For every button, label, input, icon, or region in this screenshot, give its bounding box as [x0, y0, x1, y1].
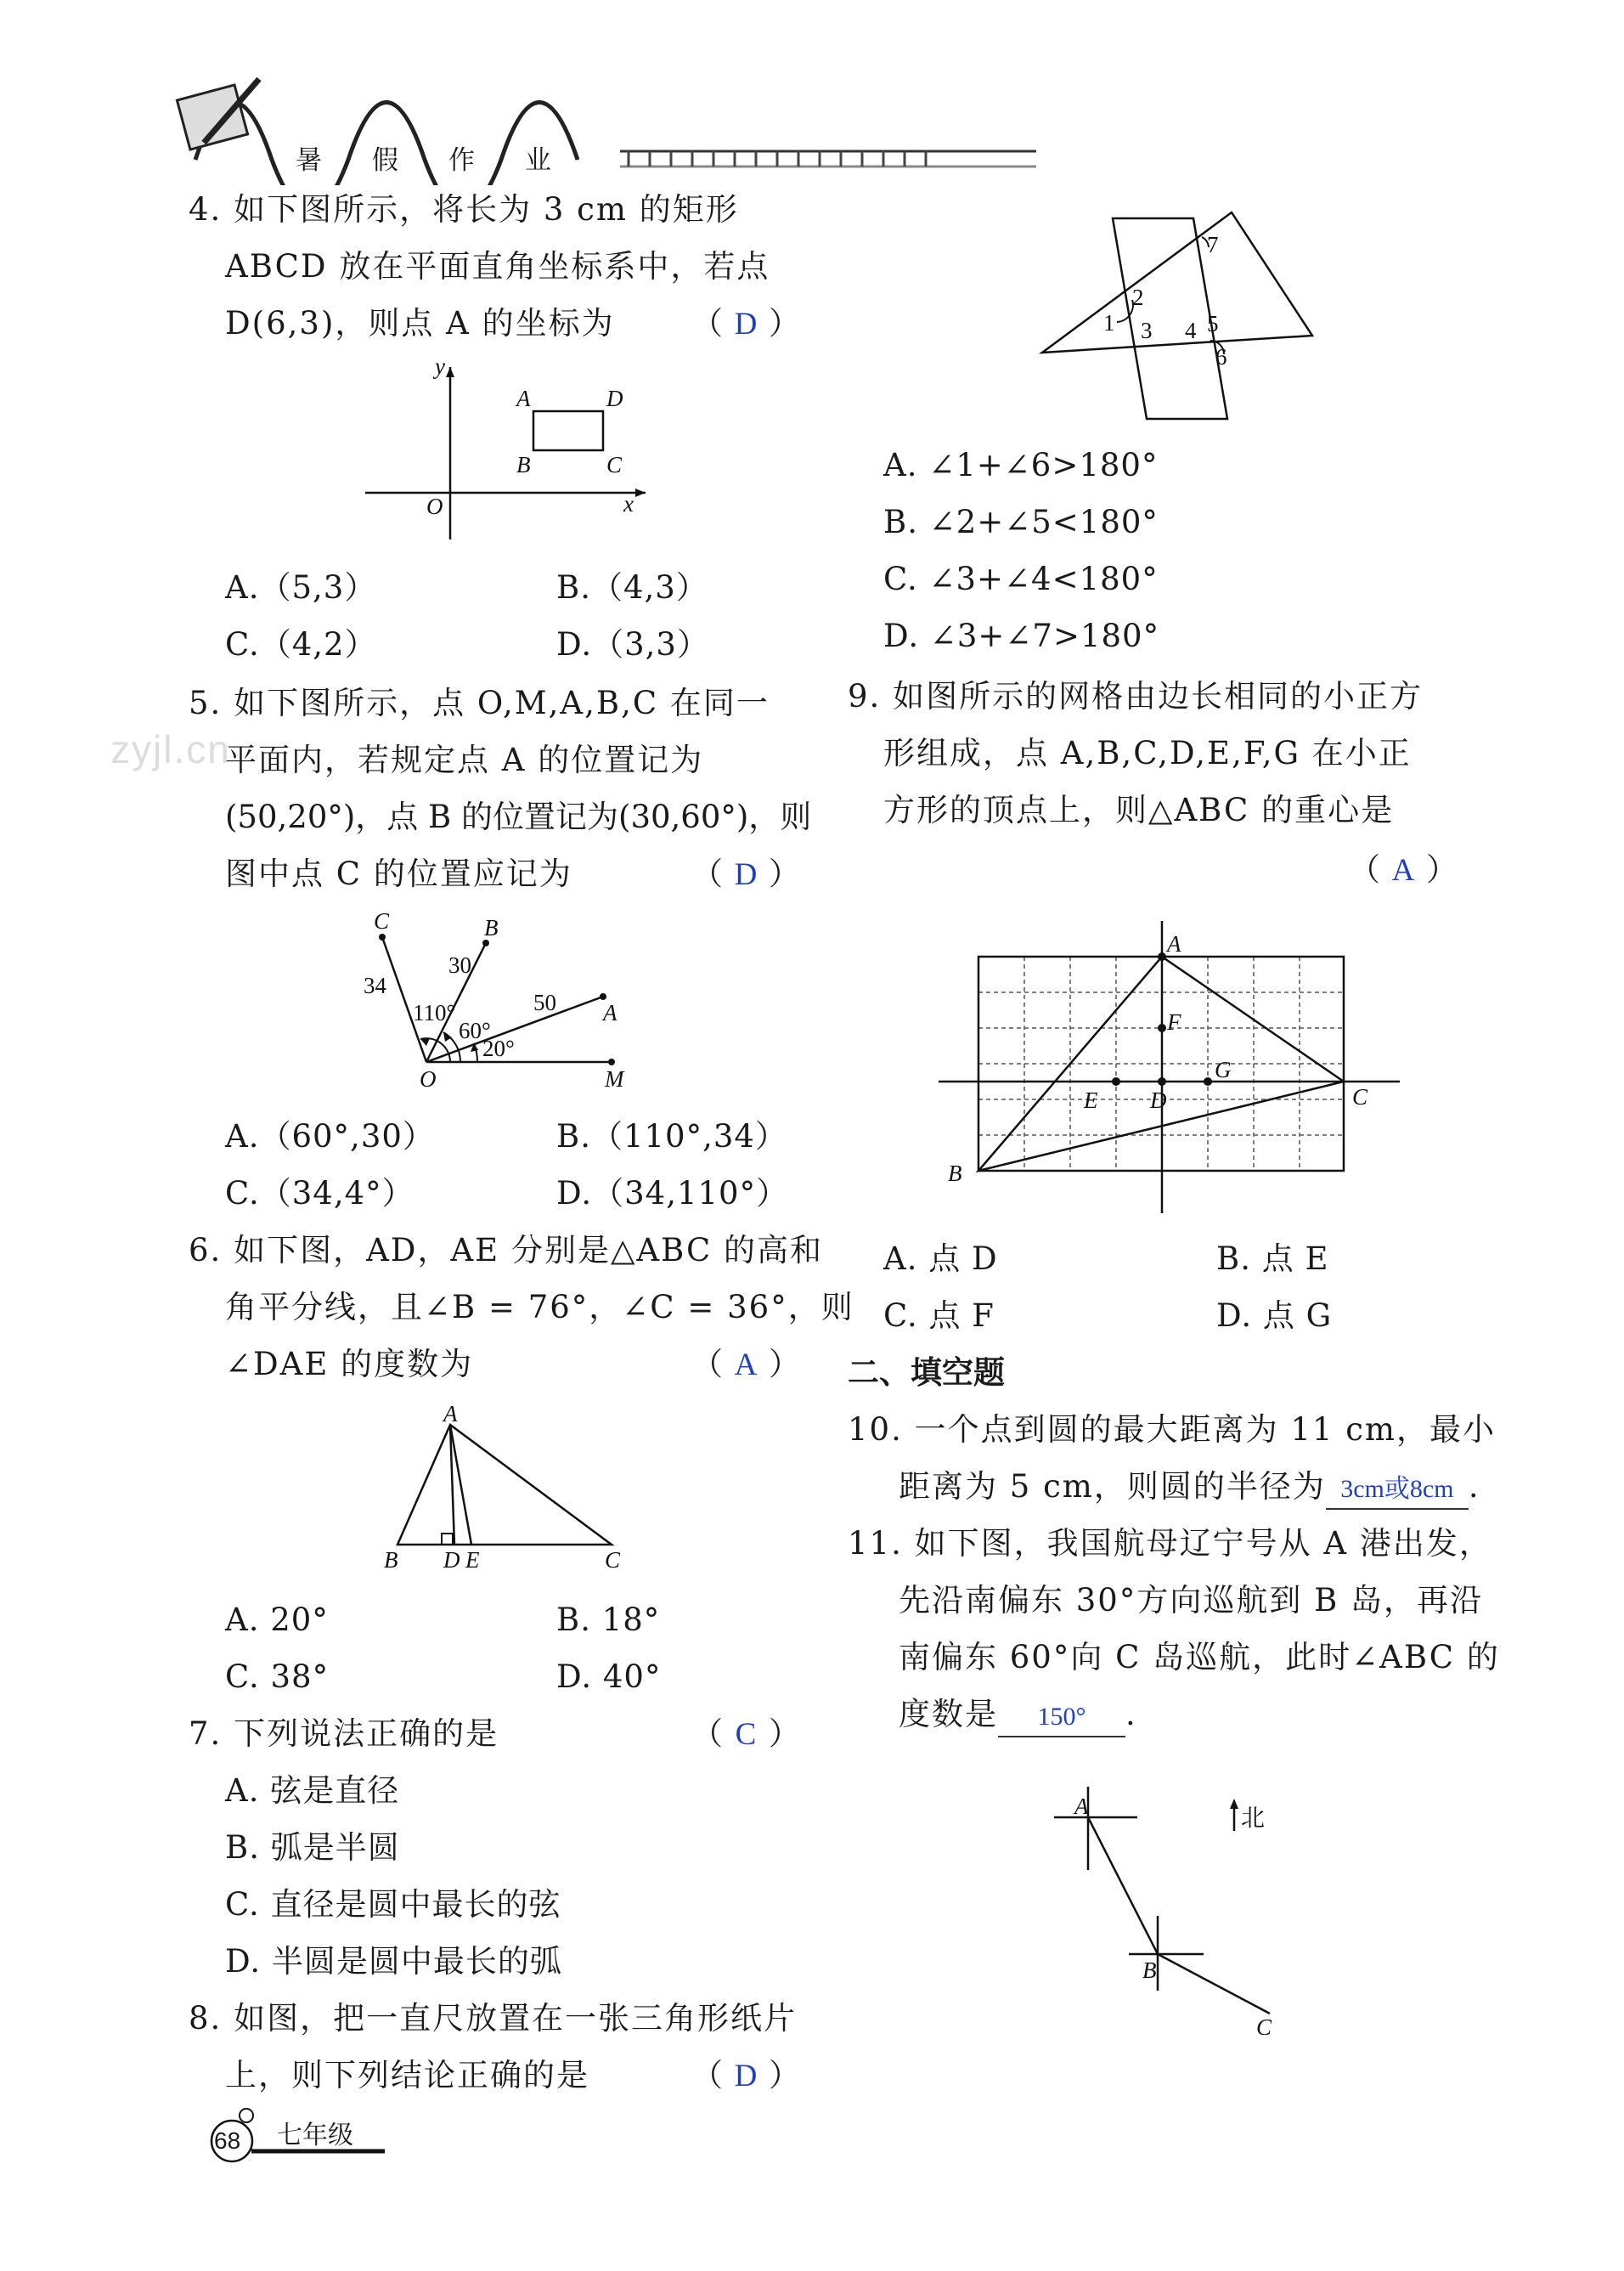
section-fill-in-title: 二、填空题	[848, 1354, 1005, 1391]
q7-option-d: D. 半圆是圆中最长的弧	[225, 1943, 562, 1980]
header-char-2: 假	[372, 145, 398, 176]
q5-answer-box: （ D ）	[691, 856, 800, 892]
header-char-4: 业	[525, 145, 551, 176]
q5-len-b: 30	[448, 952, 471, 978]
q6-label-c: C	[605, 1547, 621, 1573]
q6-option-a: A. 20°	[225, 1602, 329, 1638]
q9-line-2: 形组成，点 A,B,C,D,E,F,G 在小正	[883, 735, 1412, 771]
q9-option-d: D. 点 G	[1216, 1297, 1333, 1334]
q8-label-2: 2	[1132, 285, 1144, 310]
q4-option-b: B.（4,3）	[556, 569, 708, 606]
q6-line-2: 角平分线，且∠B = 76°，∠C = 36°，则	[225, 1289, 854, 1325]
q6-line-1: 6. 如下图，AD，AE 分别是△ABC 的高和	[189, 1232, 824, 1268]
q11-label-a: A	[1074, 1794, 1089, 1819]
q11-line-4-prefix: 度数是	[899, 1696, 998, 1732]
q9-label-b: B	[948, 1161, 962, 1186]
q4-option-a: A.（5,3）	[225, 569, 377, 606]
q9-answer: A	[1391, 853, 1415, 888]
q4-label-c: C	[606, 452, 623, 477]
q6-label-b: B	[384, 1547, 398, 1573]
q8-answer: D	[734, 2059, 758, 2093]
q9-figure	[934, 918, 1410, 1223]
q8-option-b: B. ∠2+∠5<180°	[883, 504, 1159, 540]
q9-option-b: B. 点 E	[1216, 1240, 1329, 1277]
q5-option-d: D.（34,110°）	[556, 1175, 789, 1212]
q5-option-c: C.（34,4°）	[225, 1175, 414, 1212]
q4-label-x: x	[623, 491, 634, 517]
page-footer	[202, 2099, 457, 2166]
q11-figure	[1040, 1780, 1329, 2035]
q8-option-a: A. ∠1+∠6>180°	[883, 447, 1159, 483]
q7-line: 7. 下列说法正确的是	[189, 1715, 499, 1752]
q8-line-1: 8. 如图，把一直尺放置在一张三角形纸片	[189, 2000, 798, 2037]
q4-label-o: O	[426, 494, 443, 519]
q10-line-1: 10. 一个点到圆的最大距离为 11 cm，最小	[848, 1411, 1497, 1448]
q5-line-1: 5. 如下图所示，点 O,M,A,B,C 在同一	[189, 685, 770, 721]
q7-option-a: A. 弦是直径	[225, 1772, 400, 1809]
q9-label-e: E	[1084, 1087, 1098, 1113]
q5-line-4: 图中点 C 的位置应记为	[225, 856, 572, 892]
q4-label-d: D	[606, 386, 623, 411]
q4-label-a: A	[516, 386, 531, 411]
q8-label-7: 7	[1207, 232, 1219, 257]
q4-label-y: y	[435, 357, 445, 379]
q8-line-2: 上，则下列结论正确的是	[225, 2057, 589, 2093]
q6-line-3: ∠DAE 的度数为	[225, 1346, 474, 1382]
q10-line-2	[899, 1468, 1480, 1510]
q6-option-b: B. 18°	[556, 1602, 661, 1638]
q5-option-b: B.（110°,34）	[556, 1118, 787, 1155]
grade-label: 七年级	[277, 2121, 353, 2150]
q10-answer: 3cm或8cm	[1326, 1471, 1469, 1510]
q4-option-c: C.（4,2）	[225, 626, 377, 663]
q9-label-d: D	[1150, 1087, 1167, 1113]
q4-line-3: D(6,3)，则点 A 的坐标为	[225, 305, 615, 342]
q8-label-6: 6	[1215, 344, 1227, 370]
q5-label-o: O	[420, 1066, 437, 1092]
q6-figure	[374, 1406, 646, 1576]
header-char-3: 作	[448, 145, 475, 176]
q9-line-1: 9. 如图所示的网格由边长相同的小正方	[848, 678, 1424, 715]
q6-label-e: E	[465, 1547, 480, 1573]
q4-figure	[357, 357, 663, 552]
q5-figure	[348, 905, 671, 1100]
q9-answer-box: （ A ）	[1349, 851, 1458, 888]
q11-answer: 150°	[998, 1698, 1125, 1737]
q5-label-c: C	[374, 908, 390, 934]
q11-line-4	[899, 1696, 1137, 1737]
q7-option-c: C. 直径是圆中最长的弦	[225, 1886, 561, 1923]
q9-label-a: A	[1167, 931, 1181, 957]
q4-label-b: B	[516, 452, 531, 477]
q5-option-a: A.（60°,30）	[225, 1118, 435, 1155]
q8-label-1: 1	[1103, 310, 1115, 336]
q10-line-2-suffix: .	[1468, 1468, 1480, 1505]
q11-line-4-suffix: .	[1125, 1696, 1137, 1732]
q6-label-a: A	[443, 1406, 458, 1426]
q5-label-b: B	[484, 915, 499, 941]
q5-len-a: 50	[533, 990, 556, 1015]
q5-line-3: (50,20°)，点 B 的位置记为(30,60°)，则	[225, 799, 812, 835]
q5-angle-20: 20°	[482, 1036, 515, 1061]
q7-answer: C	[735, 1717, 757, 1752]
q9-label-g: G	[1215, 1057, 1232, 1082]
q11-line-3: 南偏东 60°向 C 岛巡航，此时∠ABC 的	[899, 1639, 1500, 1675]
q7-option-b: B. 弧是半圆	[225, 1829, 400, 1866]
q4-line-1: 4. 如下图所示，将长为 3 cm 的矩形	[189, 191, 739, 228]
q8-option-c: C. ∠3+∠4<180°	[883, 561, 1159, 597]
q11-line-2: 先沿南偏东 30°方向巡航到 B 岛，再沿	[899, 1582, 1484, 1619]
q4-answer-box: （ D ）	[691, 305, 800, 342]
q9-line-3: 方形的顶点上，则△ABC 的重心是	[883, 792, 1395, 828]
q5-angle-110: 110°	[413, 1000, 456, 1025]
q8-label-5: 5	[1207, 311, 1219, 336]
q6-label-d: D	[443, 1547, 460, 1573]
q9-label-f: F	[1167, 1009, 1181, 1035]
q9-option-c: C. 点 F	[883, 1297, 995, 1334]
q5-label-a: A	[603, 1000, 617, 1025]
page-header	[187, 92, 1045, 185]
q8-label-3: 3	[1141, 318, 1153, 343]
q4-line-2: ABCD 放在平面直角坐标系中，若点	[225, 248, 770, 285]
q8-figure	[1032, 200, 1321, 433]
q5-label-m: M	[605, 1066, 624, 1092]
q8-option-d: D. ∠3+∠7>180°	[883, 618, 1160, 654]
q9-option-a: A. 点 D	[883, 1240, 998, 1277]
notebook-pencil-icon	[170, 66, 272, 168]
q11-label-b: B	[1142, 1957, 1157, 1983]
q11-label-north: 北	[1241, 1804, 1266, 1832]
q6-option-d: D. 40°	[556, 1658, 662, 1695]
q7-answer-box: （ C ）	[691, 1715, 800, 1752]
q11-label-c: C	[1256, 2014, 1272, 2035]
q5-angle-60: 60°	[459, 1018, 491, 1043]
q10-line-2-prefix: 距离为 5 cm，则圆的半径为	[899, 1468, 1326, 1505]
q9-label-c: C	[1352, 1084, 1368, 1110]
q11-line-1: 11. 如下图，我国航母辽宁号从 A 港出发，	[848, 1525, 1492, 1562]
watermark: zyjl.cn	[110, 727, 231, 771]
q5-len-c: 34	[364, 973, 386, 998]
q6-answer: A	[734, 1347, 758, 1382]
q5-line-2: 平面内，若规定点 A 的位置记为	[225, 742, 704, 778]
header-char-1: 暑	[296, 145, 322, 176]
q4-answer: D	[734, 307, 758, 342]
q6-option-c: C. 38°	[225, 1658, 330, 1695]
page-number: 68	[214, 2127, 241, 2154]
q8-answer-box: （ D ）	[691, 2057, 800, 2093]
q8-label-4: 4	[1185, 318, 1197, 343]
q5-answer: D	[734, 857, 758, 892]
q4-option-d: D.（3,3）	[556, 626, 709, 663]
q6-answer-box: （ A ）	[691, 1346, 800, 1382]
